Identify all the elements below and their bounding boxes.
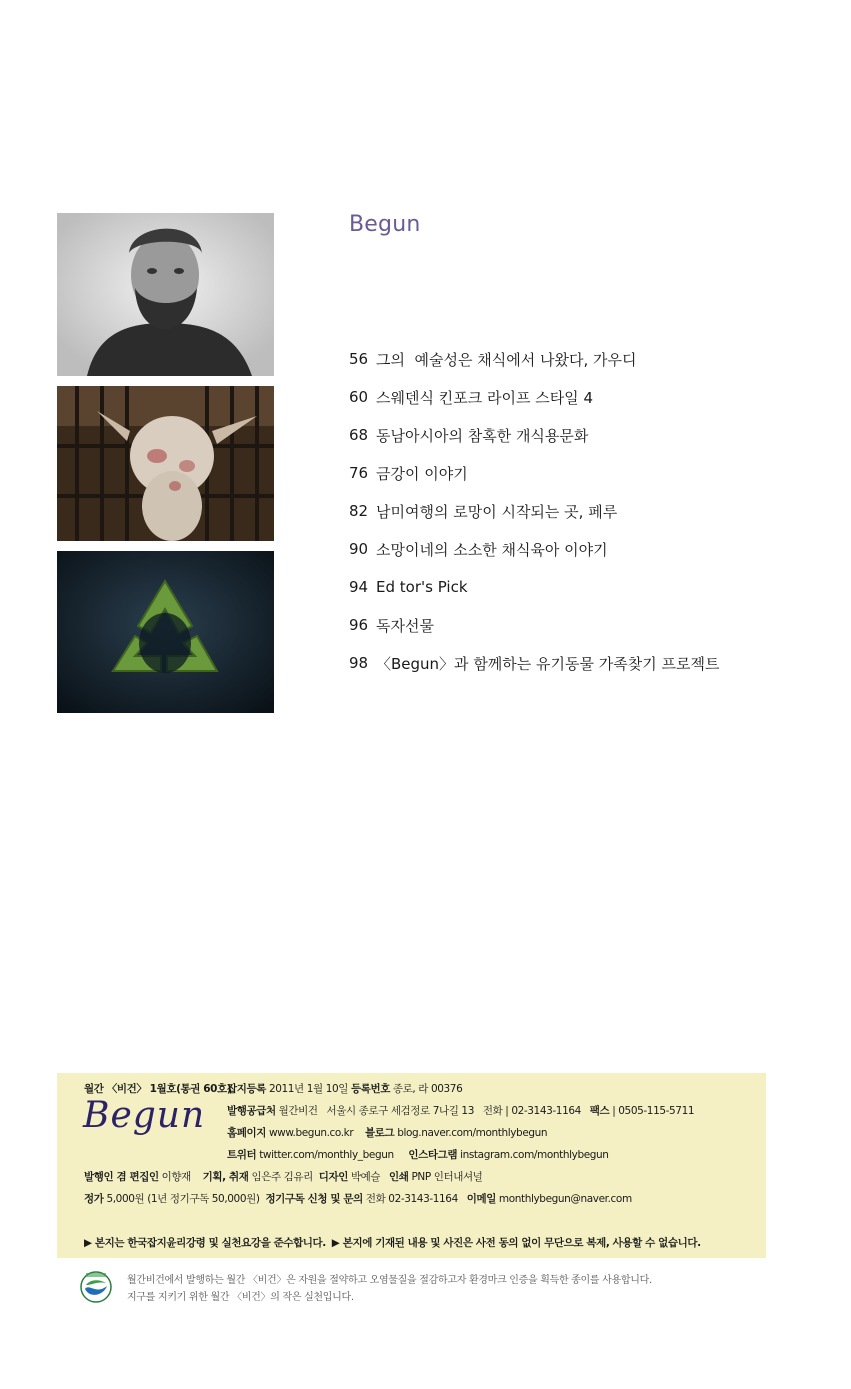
toc-title: 소망이네의 소소한 채식육아 이야기 [376, 540, 608, 559]
toc-title: Ed tor's Pick [376, 578, 468, 596]
reg-date: 2011년 1월 10일 [268, 1083, 349, 1095]
eco-line-1: 월간비건에서 발행하는 월간 〈비건〉은 자원을 절약하고 오염물질을 절감하고자 환경마크 인증을 획득한 종이를 사용합니다. [127, 1275, 652, 1286]
planning-label: 기획, 취재 [202, 1171, 249, 1183]
publisher: 월간비건 [278, 1105, 318, 1117]
eco-line-2: 지구를 지키기 위한 월간 〈비건〉의 작은 실천입니다. [127, 1292, 354, 1303]
price-label: 정가 [84, 1193, 104, 1205]
recycle-photo [57, 551, 274, 713]
eco-statement [127, 1272, 652, 1306]
price: 5,000원 (1년 정기구독 50,000원) [106, 1193, 260, 1205]
print-label: 인쇄 [389, 1171, 409, 1183]
caged-animal-photo [57, 386, 274, 541]
toc-title: 동남아시아의 참혹한 개식용문화 [376, 426, 589, 445]
eco-mark-icon [80, 1271, 112, 1303]
toc-title: 독자선물 [376, 616, 434, 635]
toc-item[interactable] [349, 378, 809, 416]
toc-item[interactable] [349, 492, 809, 530]
toc-page: 82 [349, 502, 369, 520]
toc-page: 96 [349, 616, 369, 634]
toc-item[interactable] [349, 454, 809, 492]
toc-page: 94 [349, 578, 369, 596]
colophon-box [57, 1073, 766, 1258]
blog-label: 블로그 [365, 1127, 395, 1139]
toc-title: 남미여행의 로망이 시작되는 곳, 페루 [376, 502, 618, 521]
table-of-contents [349, 340, 809, 682]
instagram-link[interactable]: instagram.com/monthlybegun [460, 1149, 609, 1161]
portrait-photo [57, 213, 274, 376]
fax: | 0505-115-5711 [612, 1105, 695, 1117]
toc-title: 스웨덴식 킨포크 라이프 스타일 4 [376, 388, 593, 407]
toc-title: 금강이 이야기 [376, 464, 468, 483]
toc-item[interactable] [349, 568, 809, 606]
toc-page: 90 [349, 540, 369, 558]
planning: 임은주 김유리 [251, 1171, 313, 1183]
reg-no-label: 등록번호 [350, 1083, 390, 1095]
notice-copyright: ▶ 본지에 기재된 내용 및 사진은 사전 동의 없이 무단으로 복제, 사용할 수 없습니다. [331, 1237, 701, 1249]
blog-link[interactable]: blog.naver.com/monthlybegun [397, 1127, 548, 1139]
twitter-link[interactable]: twitter.com/monthly_begun [259, 1149, 394, 1161]
design: 박예슬 [350, 1171, 381, 1183]
print: PNP 인터내셔널 [411, 1171, 483, 1183]
notice-ethics: ▶ 본지는 한국잡지윤리강령 및 실천요강을 준수합니다. [84, 1237, 326, 1249]
issue-info: 월간 〈비건〉 1월호(통권 60호) [84, 1083, 232, 1095]
instagram-label: 인스타그램 [408, 1149, 458, 1161]
publisher-label: 발행공급처 [227, 1105, 276, 1117]
phone: 전화 | 02-3143-1164 [482, 1105, 581, 1117]
toc-item[interactable] [349, 416, 809, 454]
address: 서울시 종로구 세검정로 7나길 13 [326, 1105, 474, 1117]
email-link[interactable]: monthlybegun@naver.com [498, 1193, 632, 1205]
toc-page: 98 [349, 654, 369, 672]
design-label: 디자인 [318, 1171, 348, 1183]
editor-label: 발행인 겸 편집인 [84, 1171, 159, 1183]
toc-title: 〈Begun〉과 함께하는 유기동물 가족찾기 프로젝트 [376, 654, 720, 673]
reg-label: 잡지등록 [227, 1083, 266, 1095]
twitter-label: 트위터 [227, 1149, 257, 1161]
editor: 이향재 [161, 1171, 191, 1183]
fax-label: 팩스 [589, 1105, 610, 1117]
toc-item[interactable] [349, 340, 809, 378]
begun-logo: Begun [83, 1095, 206, 1136]
toc-page: 60 [349, 388, 369, 406]
toc-title: 그의 예술성은 채식에서 나왔다, 가우디 [376, 350, 637, 369]
toc-page: 76 [349, 464, 369, 482]
homepage-link[interactable]: www.begun.co.kr [268, 1127, 354, 1139]
subscription-label: 정기구독 신청 및 문의 [265, 1193, 363, 1205]
toc-page: 68 [349, 426, 369, 444]
reg-no: 종로, 라 00376 [392, 1083, 463, 1095]
toc-item[interactable] [349, 606, 809, 644]
subscription-phone: 전화 02-3143-1164 [365, 1193, 458, 1205]
toc-item[interactable] [349, 530, 809, 568]
toc-page: 56 [349, 350, 369, 368]
section-title: Begun [349, 212, 421, 237]
toc-item[interactable] [349, 644, 809, 682]
homepage-label: 홈페이지 [227, 1127, 266, 1139]
email-label: 이메일 [466, 1193, 496, 1205]
